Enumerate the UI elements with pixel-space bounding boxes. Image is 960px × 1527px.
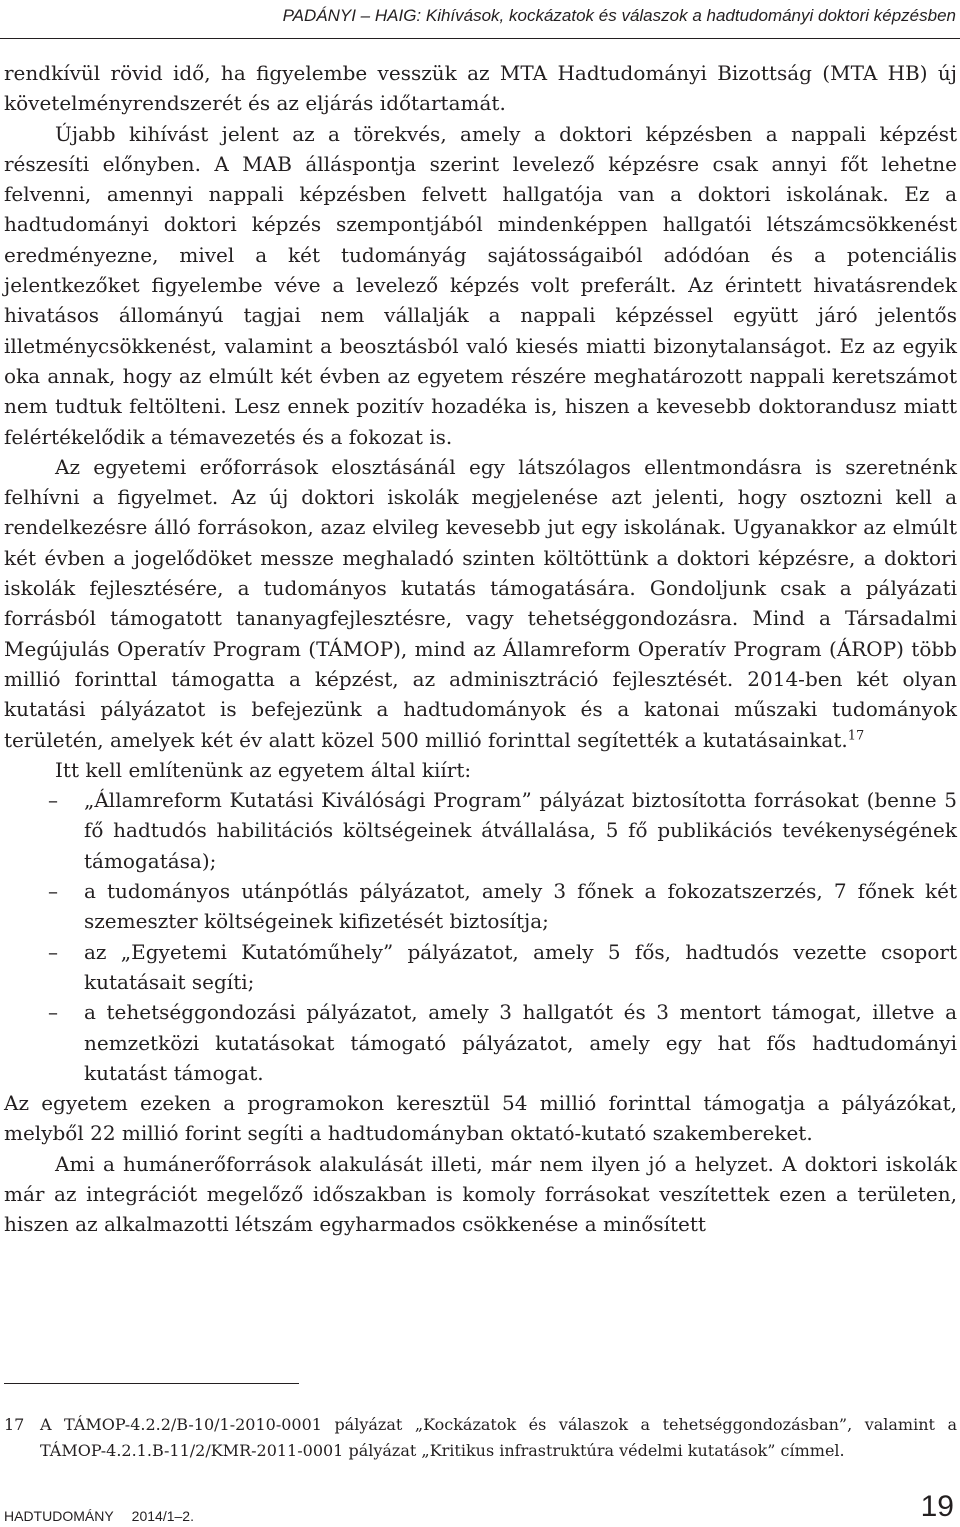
header-rule bbox=[0, 38, 960, 39]
footnote-reference[interactable]: 17 bbox=[847, 727, 865, 743]
footnote-text: A TÁMOP-4.2.2/B-10/1-2010-0001 pályázat „Kockázatok és válaszok a tehetséggondozásban”, valamint a TÁMOP-4.2.1.B-11/2/KMR-2011-0001 pályázat „Kritikus infrastruktúra védelmi kutatások” címmel. bbox=[40, 1415, 957, 1460]
dash-bullet: – bbox=[48, 939, 58, 964]
list-item bbox=[4, 876, 957, 937]
footnote-rule bbox=[4, 1383, 299, 1384]
journal-issue: 2014/1–2. bbox=[131, 1508, 194, 1524]
list-item-text: a tudományos utánpótlás pályázatot, amely 3 főnek a fokozatszerzés, 7 főnek két szemeszter költségeinek kifizetését biztosítja; bbox=[84, 879, 957, 934]
list-item-text: a tehetséggondozási pályázatot, amely 3 hallgatót és 3 mentort támogat, illetve a nemzetközi kutatásokat támogató pályázatot, amely egy hat fős hadtudományi kutatást támogat. bbox=[84, 1000, 957, 1085]
dash-bullet: – bbox=[48, 788, 58, 813]
list-item bbox=[4, 997, 957, 1088]
running-header: PADÁNYI – HAIG: Kihívások, kockázatok és válaszok a hadtudományi doktori képzésben bbox=[282, 6, 956, 25]
paragraph-list-intro: Itt kell említenünk az egyetem által kiírt: bbox=[55, 757, 472, 782]
list-item bbox=[4, 785, 957, 876]
footnote-number: 17 bbox=[4, 1415, 25, 1434]
footer-journal bbox=[4, 1508, 194, 1524]
paragraph-continuation: rendkívül rövid idő, ha figyelembe vesszük az MTA Hadtudományi Bizottság (MTA HB) új követelményrendszerét és az eljárás időtartamát. bbox=[4, 61, 957, 116]
dash-bullet: – bbox=[48, 1000, 58, 1025]
dash-bullet: – bbox=[48, 879, 58, 904]
list-item-text: az „Egyetemi Kutatóműhely” pályázatot, amely 5 fős, hadtudós vezette csoport kutatásait segíti; bbox=[84, 939, 957, 994]
list-item bbox=[4, 937, 957, 998]
body-text bbox=[4, 58, 957, 1240]
paragraph-doctoral-training-challenge: Újabb kihívást jelent az a törekvés, amely a doktori képzésben a nappali képzést részesíti előnyben. A MAB álláspontja szerint levelező képzésre csak annyi főt lehetne felvenni, amennyi nappali képzésben felvett hallgatója van a doktori iskolának. Ez a hadtudományi doktori képzés szempontjából mindenképpen hallgatói létszámcsökkenést eredményezne, mivel a két tudományág sajátosságaiból adódóan és a potenciális jelentkezőket figyelembe véve a levelező képzés volt preferált. Az érintett hivatásrendek hivatásos állományú tagjai nem vállalják a nappali képzéssel együtt járó jelentős illetménycsökkenést, valamint a beosztásból való kiesés miatti bizonytalanságot. Ez az egyik oka annak, hogy az elmúlt két évben az egyetem részére meghatározott nappali keretszámot nem tudtuk feltölteni. Lesz ennek pozitív hozadéka is, hiszen a kevesebb doktorandusz miatt felértékelődik a témavezetés és a fokozat is. bbox=[4, 121, 957, 449]
list-item-text: „Államreform Kutatási Kiválósági Program” pályázat biztosította forrásokat (benne 5 fő hadtudós habilitációs költségeinek átvállalása, 5 fő publikációs tevékenységének támogatása); bbox=[84, 788, 957, 873]
page-number: 19 bbox=[920, 1490, 954, 1523]
program-list bbox=[4, 785, 957, 1088]
paragraph-resource-allocation-text: Az egyetemi erőforrások elosztásánál egy látszólagos ellentmondásra is szeretnénk felhívni a figyelmet. Az új doktori iskolák megjelenése azt jelenti, hogy osztozni kell a rendelkezésre álló forrásokon, azaz elvileg kevesebb jut egy iskolának. Ugyanakkor az elmúlt két évben a jogelődöket messze meghaladó szinten költöttünk a doktori képzésre, a doktori iskolák fejlesztésére, a tudományos kutatás támogatására. Gondoljunk csak a pályázati forrásból támogatott tananyagfejlesztésre, vagy tehetséggondozásra. Mind a Társadalmi Megújulás Operatív Program (TÁMOP), mind az Államreform Operatív Program (ÁROP) több millió forinttal támogatta a képzést, az adminisztráció fejlesztését. 2014-ben két olyan kutatási pályázatot is befejezünk a hadtudományok és a katonai műszaki tudományok területén, amelyek két év alatt közel 500 millió forinttal segítették a kutatásainkat. bbox=[4, 454, 957, 752]
paragraph-resource-allocation bbox=[4, 452, 957, 755]
paragraph-funding-summary: Az egyetem ezeken a programokon keresztül 54 millió forinttal támogatja a pályázókat, melyből 22 millió forint segíti a hadtudományban oktató-kutató szakembereket. bbox=[4, 1091, 957, 1146]
journal-name: HADTUDOMÁNY bbox=[4, 1508, 114, 1524]
footnote bbox=[4, 1412, 957, 1464]
paragraph-human-resources: Ami a humánerőforrások alakulását illeti, már nem ilyen jó a helyzet. A doktori iskolák már az integrációt megelőző időszakban is komoly forrásokat veszítettek ezen a területen, hiszen az alkalmazotti létszám egyharmados csökkenése a minősített bbox=[4, 1151, 957, 1237]
